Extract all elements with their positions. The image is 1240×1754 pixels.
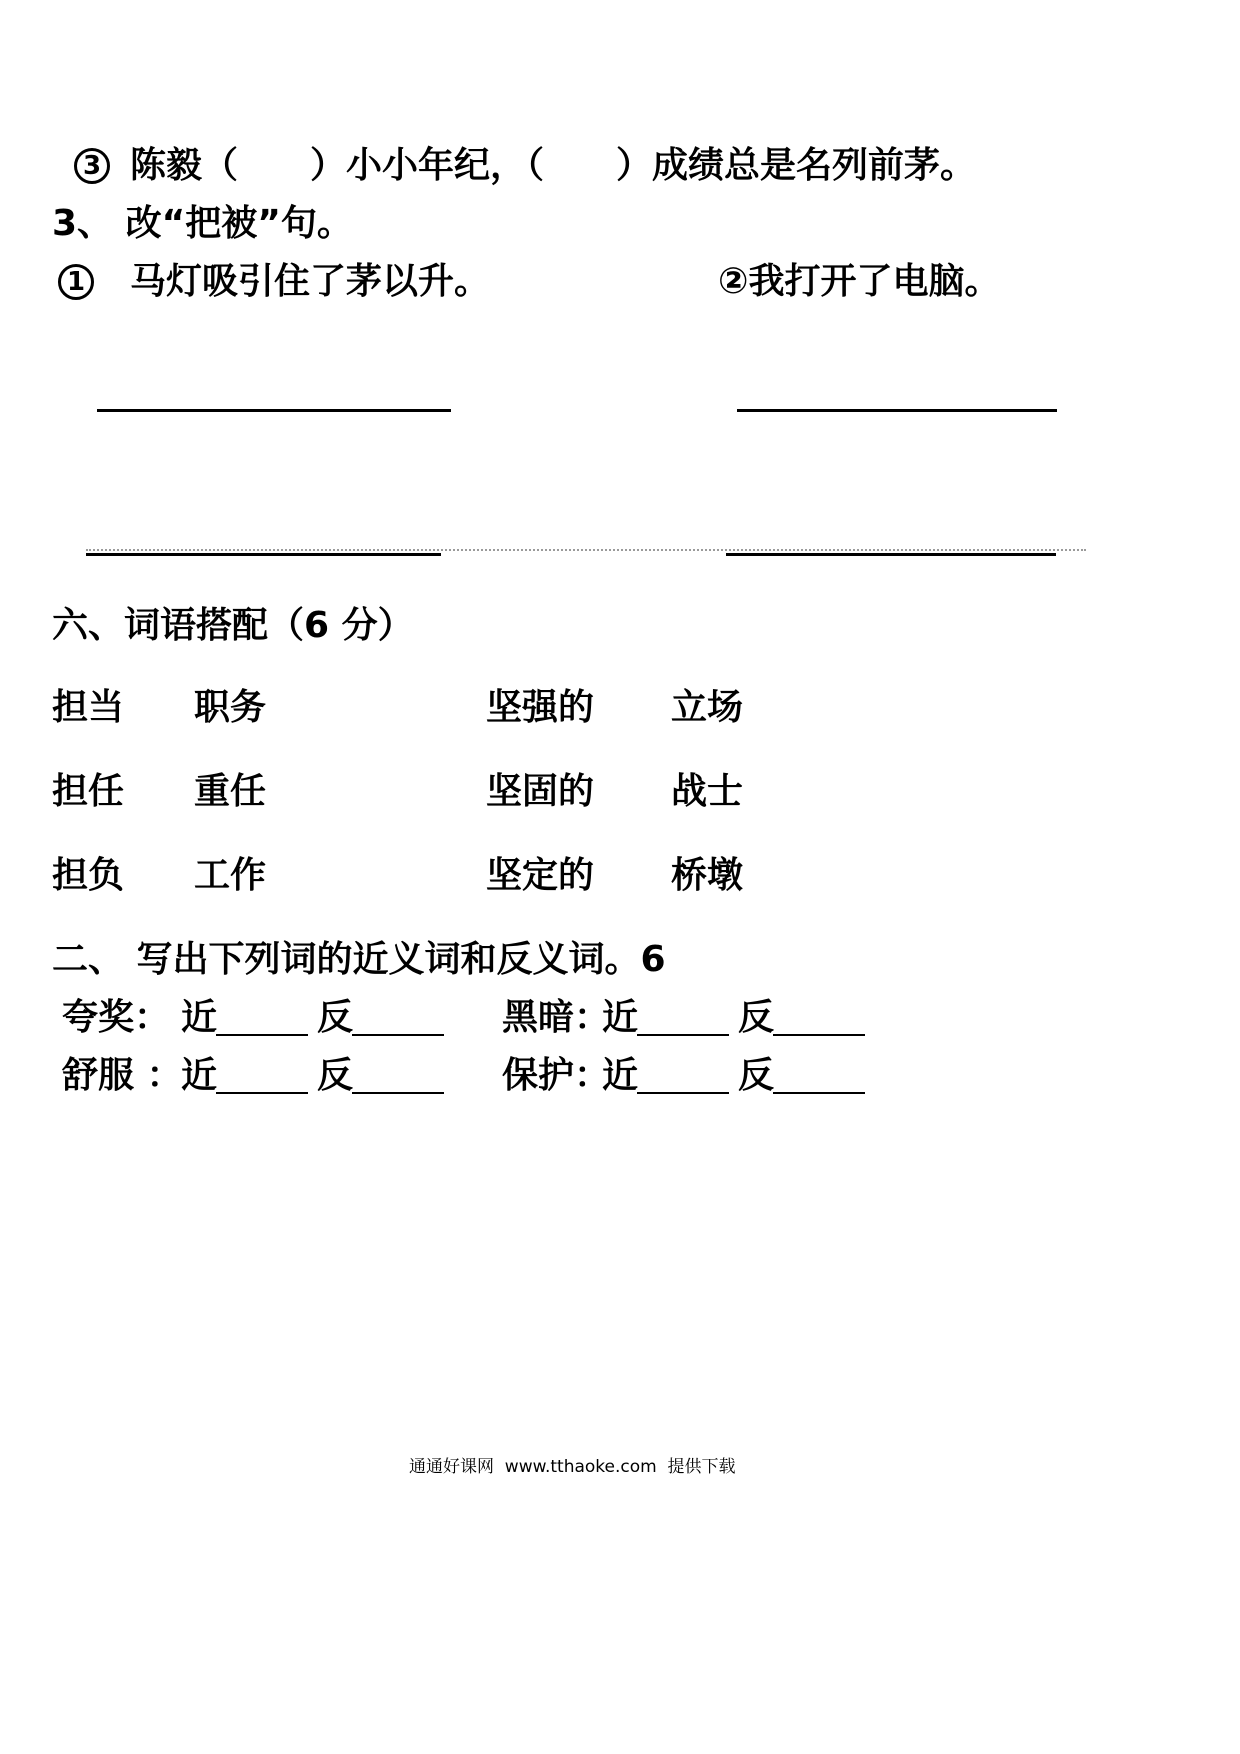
anti-blank-1[interactable]: [352, 1002, 444, 1036]
sentence-2: ②我打开了电脑。: [718, 261, 1001, 302]
word-a-2: 担任: [52, 771, 125, 812]
anti-blank-3[interactable]: [352, 1060, 444, 1094]
word-c-2: 坚固的: [486, 771, 595, 812]
near-blank-2[interactable]: [637, 1002, 729, 1036]
footer-source: 通通好课网 www.tthaoke.com 提供下载: [409, 1457, 736, 1477]
word-d-1: 立场: [671, 687, 744, 728]
near-label: 近: [181, 997, 218, 1038]
near-label: 近: [602, 1055, 639, 1096]
section-2-heading: 二、 写出下列词的近义词和反义词。6: [52, 939, 666, 980]
circled-number-3: 3: [74, 148, 110, 184]
section-6-heading: 六、词语搭配（6 分）: [52, 605, 414, 646]
answer-line-4[interactable]: [726, 553, 1056, 556]
anti-label: 反: [738, 1055, 775, 1096]
anti-blank-2[interactable]: [773, 1002, 865, 1036]
near-blank-1[interactable]: [216, 1002, 308, 1036]
word-b-1: 职务: [194, 687, 267, 728]
answer-line-1[interactable]: [97, 409, 451, 412]
section-3-heading: 3、 改“把被”句。: [52, 203, 353, 244]
near-label: 近: [181, 1055, 218, 1096]
sentence-1: 马灯吸引住了茅以升。: [130, 261, 491, 302]
anti-label: 反: [738, 997, 775, 1038]
word-a-3: 担负: [52, 855, 125, 896]
near-blank-4[interactable]: [637, 1060, 729, 1094]
anti-blank-4[interactable]: [773, 1060, 865, 1094]
word-c-1: 坚强的: [486, 687, 595, 728]
anti-label: 反: [317, 997, 354, 1038]
word-kuajiang: 夸奖：: [62, 997, 171, 1038]
circled-number-1: 1: [58, 264, 94, 300]
word-heian: 黑暗：: [502, 997, 611, 1038]
word-a-1: 担当: [52, 687, 125, 728]
word-d-2: 战士: [671, 771, 744, 812]
answer-line-2[interactable]: [737, 409, 1057, 412]
anti-label: 反: [317, 1055, 354, 1096]
question-item-3: 陈毅（ ）小小年纪，（ ）成绩总是名列前茅。: [130, 145, 977, 186]
word-shufu: 舒服 ：: [62, 1055, 183, 1096]
answer-line-3[interactable]: [86, 553, 441, 556]
word-baohu: 保护：: [502, 1055, 611, 1096]
near-blank-3[interactable]: [216, 1060, 308, 1094]
word-d-3: 桥墩: [671, 855, 744, 896]
word-c-3: 坚定的: [486, 855, 595, 896]
near-label: 近: [602, 997, 639, 1038]
divider-dotted: [86, 549, 1086, 551]
word-b-2: 重任: [194, 771, 267, 812]
word-b-3: 工作: [194, 855, 267, 896]
